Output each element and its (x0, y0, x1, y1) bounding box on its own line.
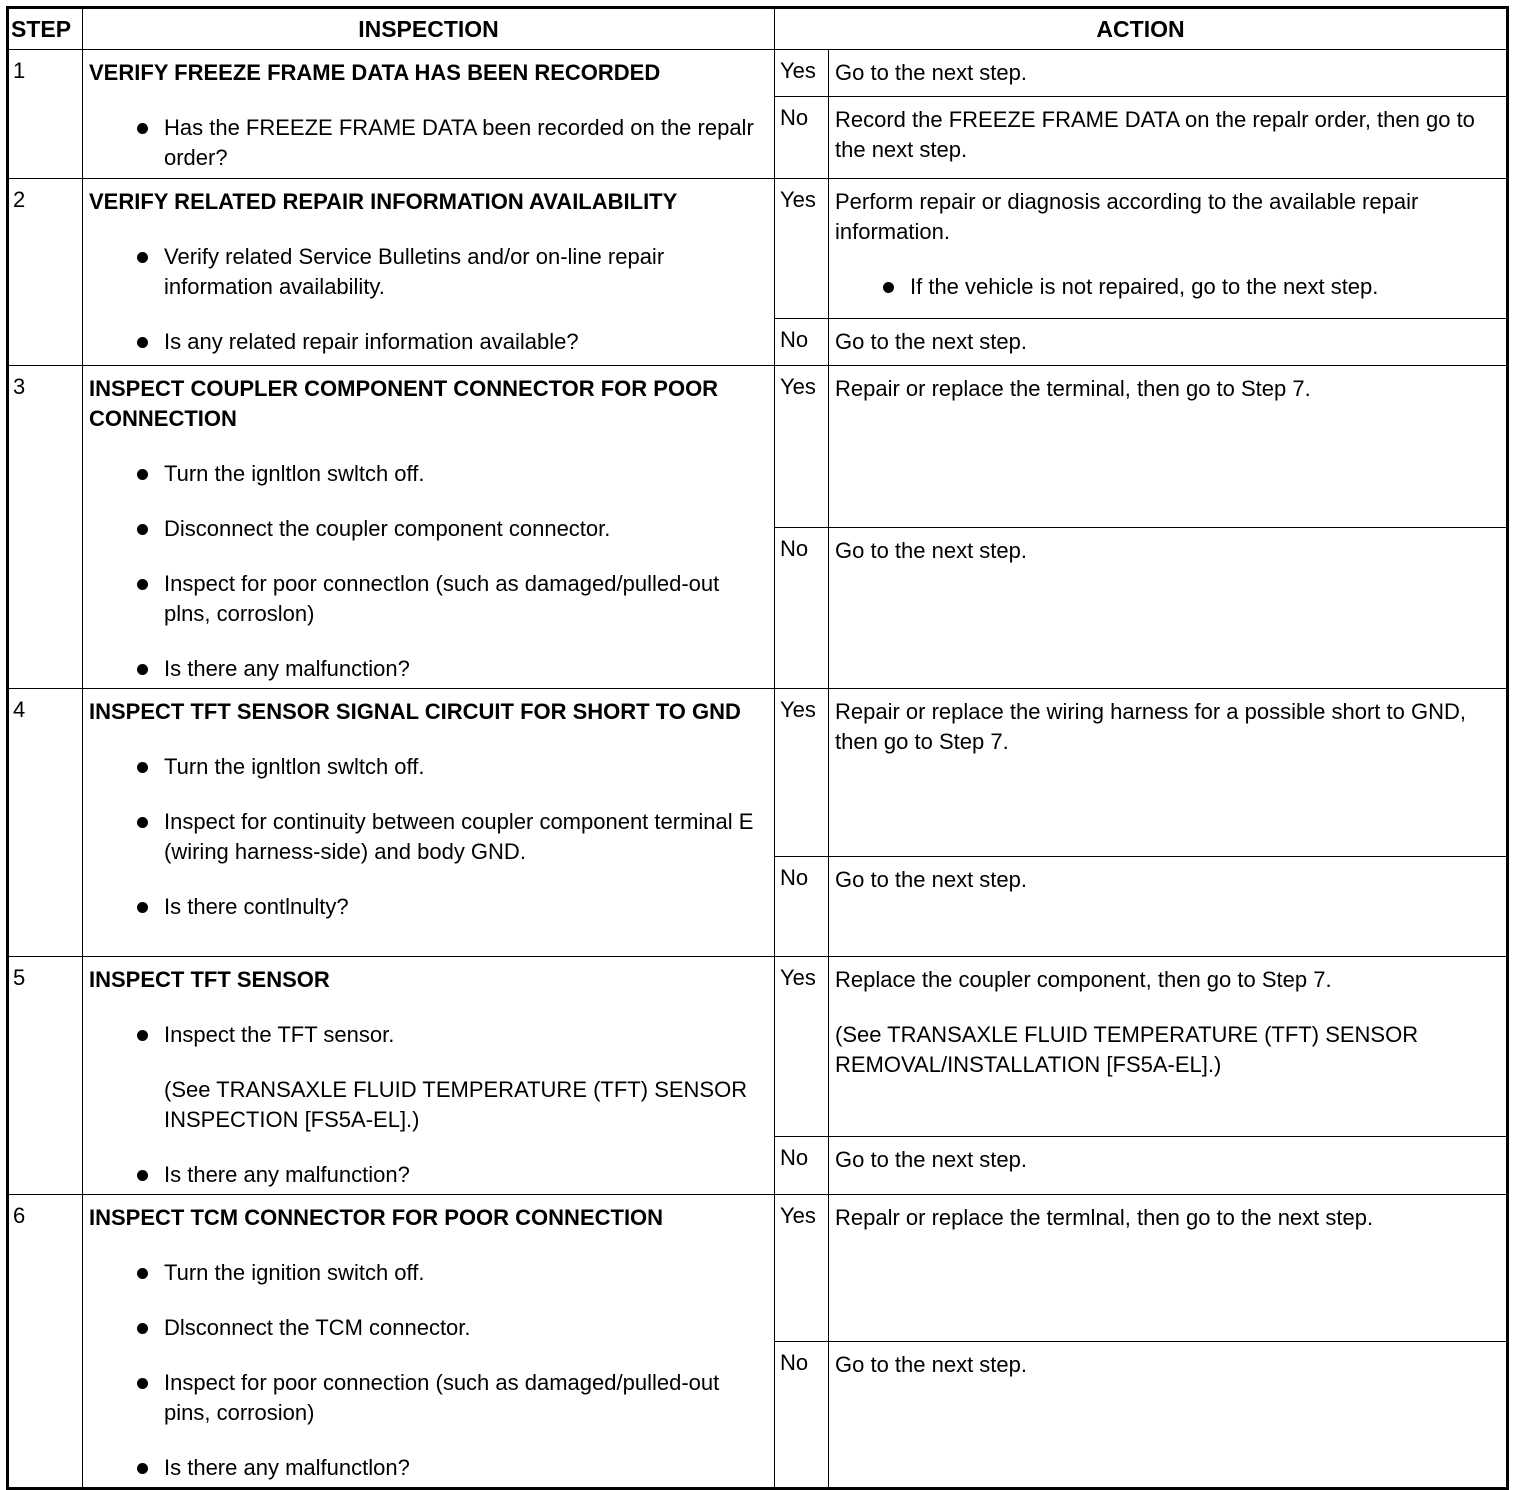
no-action: Go to the next step. (829, 527, 1508, 689)
inspection-cell (83, 957, 775, 1195)
header-row (8, 8, 1508, 50)
inspection-item: Is any related repair information available? (89, 327, 770, 357)
action-column-header: ACTION (775, 8, 1508, 50)
step-1-yes-row (8, 50, 1508, 97)
inspection-item: Verify related Service Bulletins and/or on-line repair information availability. (89, 242, 770, 302)
no-label: No (775, 527, 829, 689)
yes-label: Yes (775, 50, 829, 97)
bullet-icon (137, 524, 148, 535)
step-6-yes-row (8, 1195, 1508, 1342)
inspection-item: Is there any malfunctlon? (89, 1453, 770, 1483)
yes-action: Repair or replace the wiring harness for a possible short to GND, then go to Step 7. (829, 689, 1508, 857)
bullet-icon (137, 817, 148, 828)
bullet-icon (137, 337, 148, 348)
bullet-icon (137, 1268, 148, 1279)
inspection-cell (83, 179, 775, 366)
bullet-icon (137, 664, 148, 675)
bullet-icon (137, 469, 148, 480)
bullet-icon (137, 1463, 148, 1474)
inspection-item: Turn the ignltlon swltch off. (89, 459, 770, 489)
action-item: If the vehicle is not repaired, go to the next step. (835, 272, 1502, 302)
no-label: No (775, 97, 829, 179)
step-2-yes-row (8, 179, 1508, 319)
step-title: INSPECT TFT SENSOR (89, 967, 330, 992)
bullet-icon (137, 1170, 148, 1181)
bullet-icon (137, 902, 148, 913)
yes-label: Yes (775, 1195, 829, 1342)
inspection-reference-note: (See TRANSAXLE FLUID TEMPERATURE (TFT) SENSOR INSPECTION [FS5A-EL].) (164, 1077, 748, 1132)
yes-action: Replace the coupler component, then go to Step 7. (See TRANSAXLE FLUID TEMPERATURE (TFT) SENSOR REMOVAL/INSTALLATION [FS5A-EL].) (829, 957, 1508, 1137)
bullet-icon (137, 252, 148, 263)
step-3-yes-row (8, 366, 1508, 528)
inspection-item: Dlsconnect the TCM connector. (89, 1313, 770, 1343)
yes-action: Repalr or replace the termlnal, then go to the next step. (829, 1195, 1508, 1342)
no-action: Go to the next step. (829, 319, 1508, 366)
inspection-item: Inspect for poor connectlon (such as damaged/pulled-out plns, corroslon) (89, 569, 770, 629)
step-number: 3 (8, 366, 83, 689)
inspection-item: Inspect for poor connection (such as damaged/pulled-out pins, corrosion) (89, 1368, 770, 1428)
no-label: No (775, 1136, 829, 1195)
yes-label: Yes (775, 366, 829, 528)
yes-label: Yes (775, 179, 829, 319)
step-column-header: STEP (8, 8, 83, 50)
step-title: VERIFY FREEZE FRAME DATA HAS BEEN RECORDED (89, 60, 661, 85)
no-label: No (775, 319, 829, 366)
inspection-item: Is there contlnulty? (89, 892, 770, 922)
no-action: Go to the next step. (829, 857, 1508, 957)
inspection-cell (83, 366, 775, 689)
step-number: 1 (8, 50, 83, 179)
step-5-yes-row (8, 957, 1508, 1137)
no-label: No (775, 1342, 829, 1489)
no-action: Record the FREEZE FRAME DATA on the repalr order, then go to the next step. (829, 97, 1508, 179)
step-number: 4 (8, 689, 83, 957)
inspection-item: Turn the ignition switch off. (89, 1258, 770, 1288)
inspection-item: Disconnect the coupler component connector. (89, 514, 770, 544)
bullet-icon (883, 282, 894, 293)
bullet-icon (137, 123, 148, 134)
step-number: 6 (8, 1195, 83, 1489)
yes-action: Perform repair or diagnosis according to the available repair information. If the vehicle is not repaired, go to the next step. (829, 179, 1508, 319)
step-title: INSPECT TFT SENSOR SIGNAL CIRCUIT FOR SHORT TO GND (89, 699, 741, 724)
step-title: INSPECT TCM CONNECTOR FOR POOR CONNECTION (89, 1205, 664, 1230)
inspection-item: Turn the ignltlon swltch off. (89, 752, 770, 782)
yes-label: Yes (775, 957, 829, 1137)
yes-label: Yes (775, 689, 829, 857)
inspection-cell (83, 1195, 775, 1489)
diagnostic-procedure-table (6, 6, 1509, 1490)
yes-action: Repair or replace the terminal, then go to Step 7. (829, 366, 1508, 528)
inspection-item: Is there any malfunction? (89, 1160, 770, 1190)
no-label: No (775, 857, 829, 957)
bullet-icon (137, 579, 148, 590)
inspection-cell (83, 50, 775, 179)
inspection-column-header: INSPECTION (83, 8, 775, 50)
bullet-icon (137, 1378, 148, 1389)
inspection-cell (83, 689, 775, 957)
bullet-icon (137, 1030, 148, 1041)
inspection-item: Inspect the TFT sensor. (89, 1020, 770, 1050)
inspection-item: Is there any malfunction? (89, 654, 770, 684)
step-4-yes-row (8, 689, 1508, 857)
bullet-icon (137, 762, 148, 773)
step-title: INSPECT COUPLER COMPONENT CONNECTOR FOR POOR CONNECTION (89, 376, 719, 431)
inspection-item: Inspect for continuity between coupler component terminal E (wiring harness-side) and body GND. (89, 807, 770, 867)
step-number: 5 (8, 957, 83, 1195)
step-number: 2 (8, 179, 83, 366)
no-action: Go to the next step. (829, 1342, 1508, 1489)
no-action: Go to the next step. (829, 1136, 1508, 1195)
step-title: VERIFY RELATED REPAIR INFORMATION AVAILABILITY (89, 189, 678, 214)
bullet-icon (137, 1323, 148, 1334)
inspection-item: Has the FREEZE FRAME DATA been recorded on the repalr order? (89, 113, 770, 173)
yes-action: Go to the next step. (829, 50, 1508, 97)
